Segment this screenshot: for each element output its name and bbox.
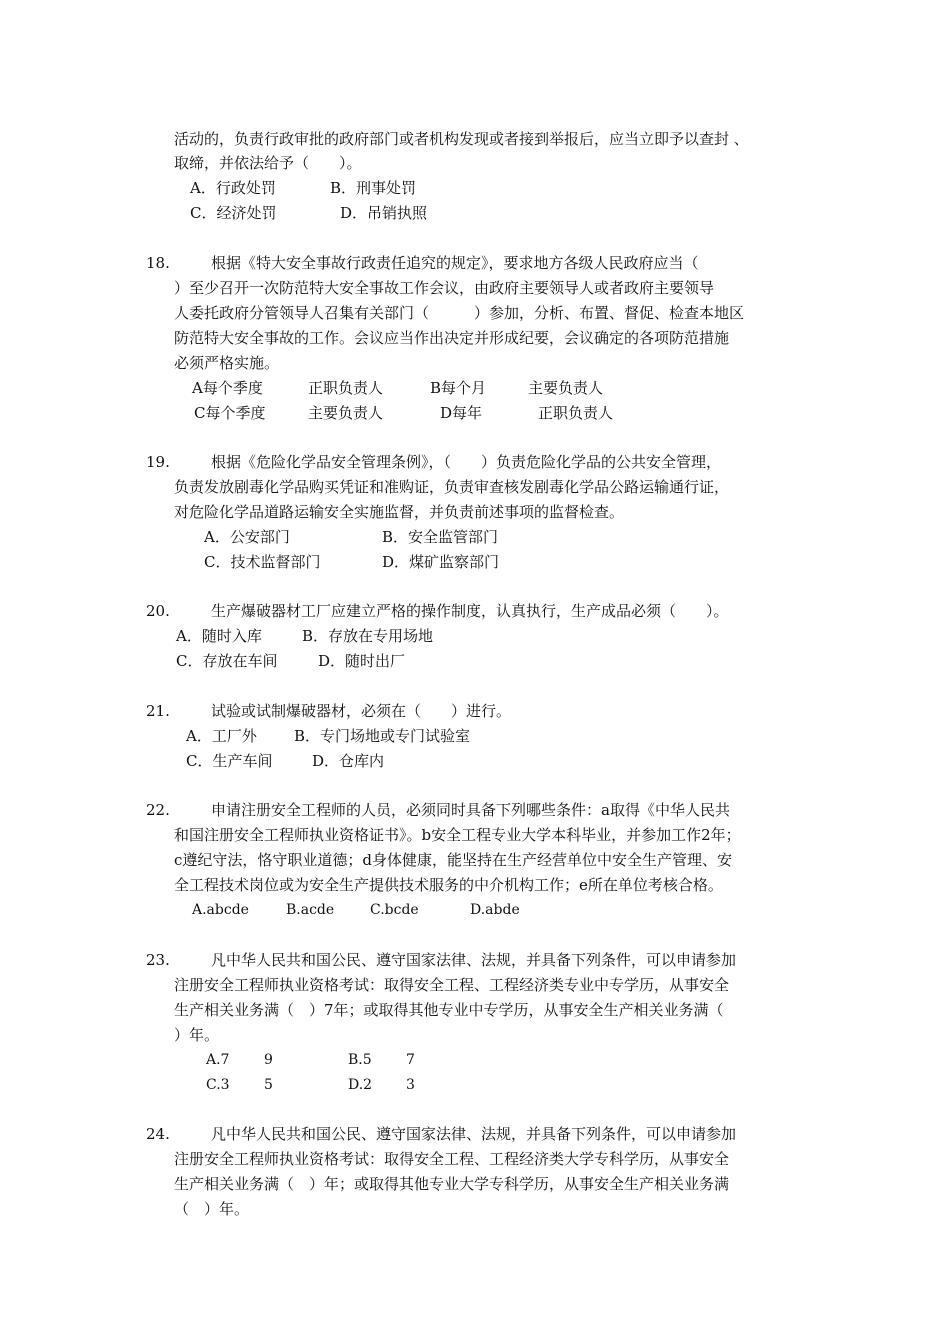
option-d-detail: 3 <box>406 1077 415 1093</box>
option-c: C.bcde <box>370 902 419 918</box>
question-number: 24. <box>146 1125 170 1143</box>
question-text-line: 凡中华人民共和国公民、遵守国家法律、法规，并具备下列条件，可以申请参加 <box>211 1125 737 1143</box>
question-text-line: 根据《危险化学品安全管理条例》，（ ）负责危险化学品的公共安全管理， <box>211 453 722 471</box>
question-text-line: （ ）年。 <box>174 1200 250 1218</box>
option-d-detail: 正职负责人 <box>538 404 614 422</box>
question-text-line: ）年。 <box>174 1026 220 1044</box>
option-d: D．随时出厂 <box>318 652 406 670</box>
question-text-line: 防范特大安全事故的工作。会议应当作出决定并形成纪要，会议确定的各项防范措施 <box>174 329 730 347</box>
option-b: B每个月 <box>430 379 487 397</box>
option-d: D．吊销执照 <box>340 204 428 222</box>
question-text-line: 注册安全工程师执业资格考试：取得安全工程、工程经济类专业中专学历，从事安全 <box>174 976 730 994</box>
option-b: B.5 <box>348 1052 372 1068</box>
option-a-detail: 9 <box>264 1052 273 1068</box>
option-d: D.2 <box>348 1077 373 1093</box>
option-c: C每个季度 <box>194 404 266 422</box>
question-text-line: 对危险化学品道路运输安全实施监督，并负责前述事项的监督检查。 <box>174 503 625 521</box>
question-text-line: 凡中华人民共和国公民、遵守国家法律、法规，并具备下列条件，可以申请参加 <box>211 951 737 969</box>
option-c: C．技术监督部门 <box>204 553 321 571</box>
option-d: D每年 <box>440 404 483 422</box>
question-number: 22. <box>146 801 170 819</box>
option-b: B．刑事处罚 <box>330 179 417 197</box>
option-c-detail: 5 <box>264 1077 273 1093</box>
option-a: A．工厂外 <box>186 727 257 745</box>
question-text-line: 活动的，负责行政审批的政府部门或者机构发现或者接到举报后，应当立即予以查封 、 <box>174 130 749 148</box>
question-text-line: ）至少召开一次防范特大安全事故工作会议，由政府主要领导人或者政府主要领导 <box>174 279 715 297</box>
question-text-line: 生产相关业务满（ ）7年；或取得其他专业中专学历，从事安全生产相关业务满（ <box>174 1001 724 1019</box>
option-c: C．生产车间 <box>186 752 273 770</box>
option-a: A每个季度 <box>192 379 263 397</box>
option-b: B．专门场地或专门试验室 <box>294 727 471 745</box>
question-number: 18. <box>146 254 170 272</box>
option-a: A．公安部门 <box>204 528 290 546</box>
question-text-line: c遵纪守法，恪守职业道德；d身体健康，能坚持在生产经营单位中安全生产管理、安 <box>174 851 733 869</box>
question-text-line: 负责发放剧毒化学品购买凭证和准购证，负责审查核发剧毒化学品公路运输通行证， <box>174 478 730 496</box>
option-a: A．随时入库 <box>176 627 262 645</box>
option-b-detail: 主要负责人 <box>528 379 604 397</box>
question-text-line: 试验或试制爆破器材，必须在（ ）进行。 <box>211 702 512 720</box>
question-text-line: 和国注册安全工程师执业资格证书》。b安全工程专业大学本科毕业，并参加工作2年； <box>174 826 741 844</box>
option-c-detail: 主要负责人 <box>308 404 384 422</box>
question-text-line: 根据《特大安全事故行政责任追究的规定》，要求地方各级人民政府应当（ <box>211 254 699 272</box>
option-c: C．存放在车间 <box>176 652 278 670</box>
option-b: B．安全监管部门 <box>382 528 499 546</box>
option-a: A.7 <box>206 1052 230 1068</box>
question-number: 23. <box>146 951 170 969</box>
question-text-line: 取缔，并依法给予（ ）。 <box>174 154 362 172</box>
option-a-detail: 正职负责人 <box>308 379 384 397</box>
option-d: D．仓库内 <box>312 752 385 770</box>
question-text-line: 生产相关业务满（ ）年；或取得其他专业大学专科学历，从事安全生产相关业务满 <box>174 1175 730 1193</box>
question-number: 19. <box>146 453 170 471</box>
question-text-line: 注册安全工程师执业资格考试：取得安全工程、工程经济类大学专科学历，从事安全 <box>174 1150 730 1168</box>
option-b-detail: 7 <box>406 1052 415 1068</box>
option-a: A．行政处罚 <box>190 179 276 197</box>
question-number: 20. <box>146 602 170 620</box>
option-a: A.abcde <box>192 902 249 918</box>
question-number: 21. <box>146 702 170 720</box>
option-d: D.abde <box>470 902 520 918</box>
question-text-line: 申请注册安全工程师的人员，必须同时具备下列哪些条件：a取得《中华人民共 <box>211 801 730 819</box>
question-text-line: 必须严格实施。 <box>174 354 280 372</box>
option-c: C.3 <box>206 1077 230 1093</box>
question-text-line: 生产爆破器材工厂应建立严格的操作制度，认真执行，生产成品必须（ ）。 <box>211 602 729 620</box>
question-text-line: 人委托政府分管领导人召集有关部门（ ）参加，分析、布置、督促、检查本地区 <box>174 304 745 322</box>
option-d: D．煤矿监察部门 <box>382 553 500 571</box>
option-b: B．存放在专用场地 <box>302 627 434 645</box>
option-b: B.acde <box>286 902 335 918</box>
question-text-line: 全工程技术岗位或为安全生产提供技术服务的中介机构工作；e所在单位考核合格。 <box>174 876 723 894</box>
option-c: C．经济处罚 <box>190 204 277 222</box>
